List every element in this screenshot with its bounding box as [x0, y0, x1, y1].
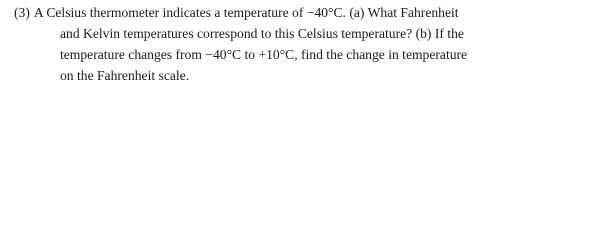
problem-line-3: temperature changes from −40°C to +10°C, find the change in temperature — [60, 47, 468, 62]
problem-number: (3) — [14, 5, 30, 20]
problem-line-1 — [14, 5, 459, 21]
problem-line-1-text: A Celsius thermometer indicates a temperature of −40°C. (a) What Fahrenheit — [33, 5, 459, 20]
problem-line-2: and Kelvin temperatures correspond to this Celsius temperature? (b) If the — [60, 26, 464, 41]
problem-text — [0, 0, 591, 91]
problem-line-4: on the Fahrenheit scale. — [60, 68, 190, 83]
